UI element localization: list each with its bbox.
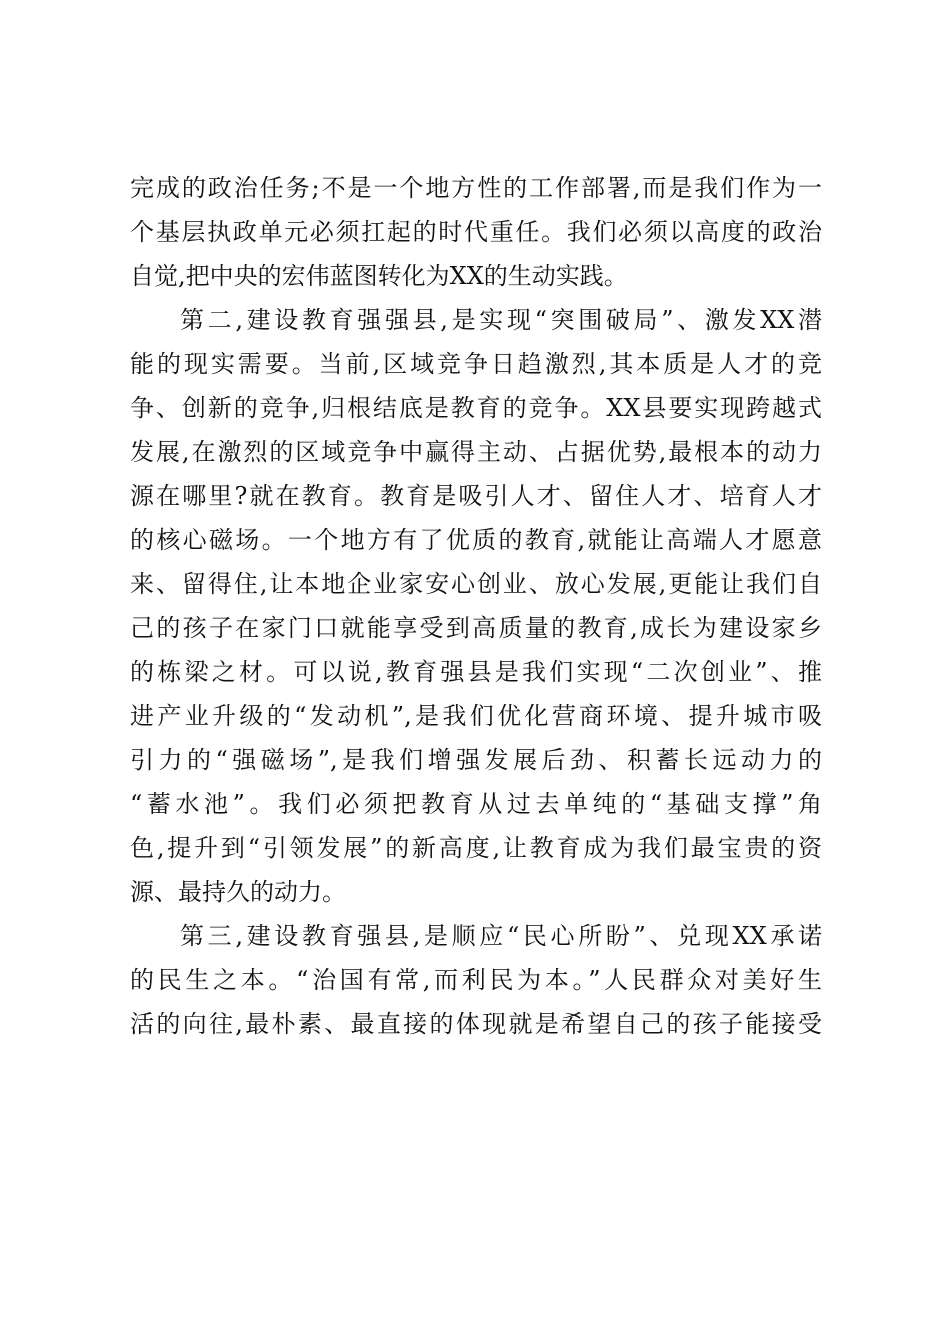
text-line: 个基层执政单元必须扛起的时代重任。我们必须以高度的政治 (130, 218, 822, 246)
paragraph-3 (130, 914, 822, 1046)
text-line: 引力的“强磁场”,是我们增强发展后劲、积蓄长远动力的 (130, 746, 822, 774)
text-line: 来、留得住,让本地企业家安心创业、放心发展,更能让我们自 (130, 570, 822, 598)
text-line: 自觉,把中央的宏伟蓝图转化为XX的生动实践。 (130, 262, 628, 290)
text-line: 能的现实需要。当前,区域竞争日趋激烈,其本质是人才的竞 (130, 350, 822, 378)
text-line: 的核心磁场。一个地方有了优质的教育,就能让高端人才愿意 (130, 526, 822, 554)
text-line: 源在哪里?就在教育。教育是吸引人才、留住人才、培育人才 (130, 482, 822, 510)
text-line: 进产业升级的“发动机”,是我们优化营商环境、提升城市吸 (130, 702, 822, 730)
paragraph-1 (130, 166, 822, 298)
text-line: 的民生之本。“治国有常,而利民为本。”人民群众对美好生 (130, 966, 822, 994)
paragraph-2 (130, 298, 822, 914)
text-line: 第二,建设教育强强县,是实现“突围破局”、激发XX潜 (180, 306, 822, 334)
text-line: 己的孩子在家门口就能享受到高质量的教育,成长为建设家乡 (130, 614, 822, 642)
text-line: 第三,建设教育强县,是顺应“民心所盼”、兑现XX承诺 (180, 922, 822, 950)
text-line: 色,提升到“引领发展”的新高度,让教育成为我们最宝贵的资 (130, 834, 822, 862)
text-line: “蓄水池”。我们必须把教育从过去单纯的“基础支撑”角 (130, 790, 822, 818)
text-line: 完成的政治任务;不是一个地方性的工作部署,而是我们作为一 (130, 174, 822, 202)
text-line: 的栋梁之材。可以说,教育强县是我们实现“二次创业”、推 (130, 658, 822, 686)
text-line: 发展,在激烈的区域竞争中赢得主动、占据优势,最根本的动力 (130, 438, 822, 466)
text-line: 争、创新的竞争,归根结底是教育的竞争。XX县要实现跨越式 (130, 394, 822, 422)
text-line: 源、最持久的动力。 (130, 878, 346, 906)
document-page (130, 166, 822, 1046)
text-line: 活的向往,最朴素、最直接的体现就是希望自己的孩子能接受 (130, 1010, 822, 1038)
